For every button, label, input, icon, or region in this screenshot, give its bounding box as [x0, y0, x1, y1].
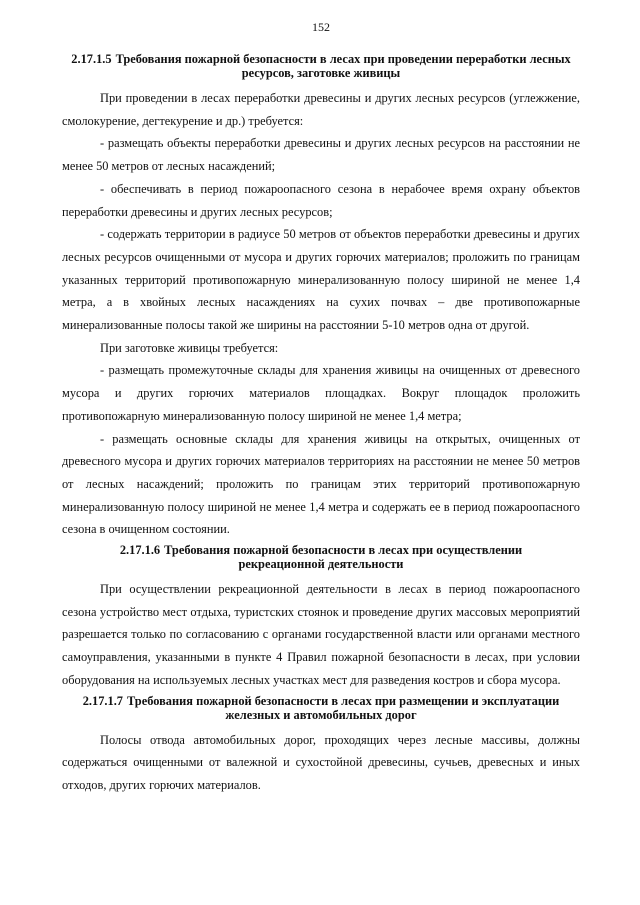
paragraph: Полосы отвода автомобильных дорог, проходящих через лесные массивы, должны содержаться очищенными от валежной и сухостойной древесины, сучьев, древесных и иных отходов, других горючих материалов. [62, 732, 580, 792]
section-heading [62, 543, 580, 571]
section-number: 2.17.1.7 [82, 693, 124, 708]
section-title: Требования пожарной безопасности в лесах при проведении переработки лесных ресурсов, заготовке живицы [115, 52, 571, 80]
section-2-17-1-5 [62, 52, 580, 541]
section-title: Требования пожарной безопасности в лесах при размещении и эксплуатации железных и автомобильных дорог [127, 693, 560, 722]
section-title: Требования пожарной безопасности в лесах при осуществлении рекреационной деятельности [164, 543, 523, 572]
section-heading [62, 694, 580, 722]
paragraph: При заготовке живицы требуется: [100, 340, 279, 355]
section-2-17-1-6 [62, 543, 580, 692]
paragraph: - размещать основные склады для хранения живицы на открытых, очищенных от древесного мусора и других горючих материалов территориях на расстоянии не менее 50 метров от лесных насаждений; проложить по границам этих территорий противопожарную минерализованную полосу шириной не менее 1,4 метра и содержать ее в период пожароопасного сезона в очищенном состоянии. [62, 431, 580, 537]
paragraph: - размещать объекты переработки древесины и других лесных ресурсов на расстоянии не менее 50 метров от лесных насаждений; [62, 136, 580, 174]
paragraph: - размещать промежуточные склады для хранения живицы на очищенных от древесного мусора и других горючих материалов площадках. Вокруг площадок проложить противопожарную минерализованную полосу шириной не менее 1,4 метра; [62, 363, 580, 423]
page-content [62, 52, 580, 797]
paragraph: При проведении в лесах переработки древесины и других лесных ресурсов (углежжение, смолокурение, дегтекурение и др.) требуется: [62, 91, 580, 128]
page-number: 152 [312, 20, 330, 34]
section-number: 2.17.1.5 [71, 52, 112, 66]
paragraph: - обеспечивать в период пожароопасного сезона в нерабочее время охрану объектов переработки древесины и других лесных ресурсов; [62, 181, 580, 219]
section-2-17-1-7 [62, 694, 580, 797]
section-heading [62, 52, 580, 80]
paragraph: При осуществлении рекреационной деятельности в лесах в период пожароопасного сезона устройство мест отдыха, туристских стоянок и проведение других массовых мероприятий разрешается только по согласованию с органами государственной власти или органами местного самоуправления, указанными в пункте 4 Правил пожарной безопасности в лесах, при условии оборудования на используемых лесных участках мест для разведения костров и сбора мусора. [62, 582, 580, 687]
section-number: 2.17.1.6 [119, 543, 161, 558]
paragraph: - содержать территории в радиусе 50 метров от объектов переработки древесины и других лесных ресурсов очищенными от мусора и других горючих материалов; проложить по границам указанных территорий противопожарную минерализованную полосу шириной не менее 1,4 метра, а в хвойных лесных насаждениях на сухих почвах – две противопожарные минерализованные полосы такой же ширины на расстоянии 5-10 метров одна от другой. [62, 227, 580, 333]
